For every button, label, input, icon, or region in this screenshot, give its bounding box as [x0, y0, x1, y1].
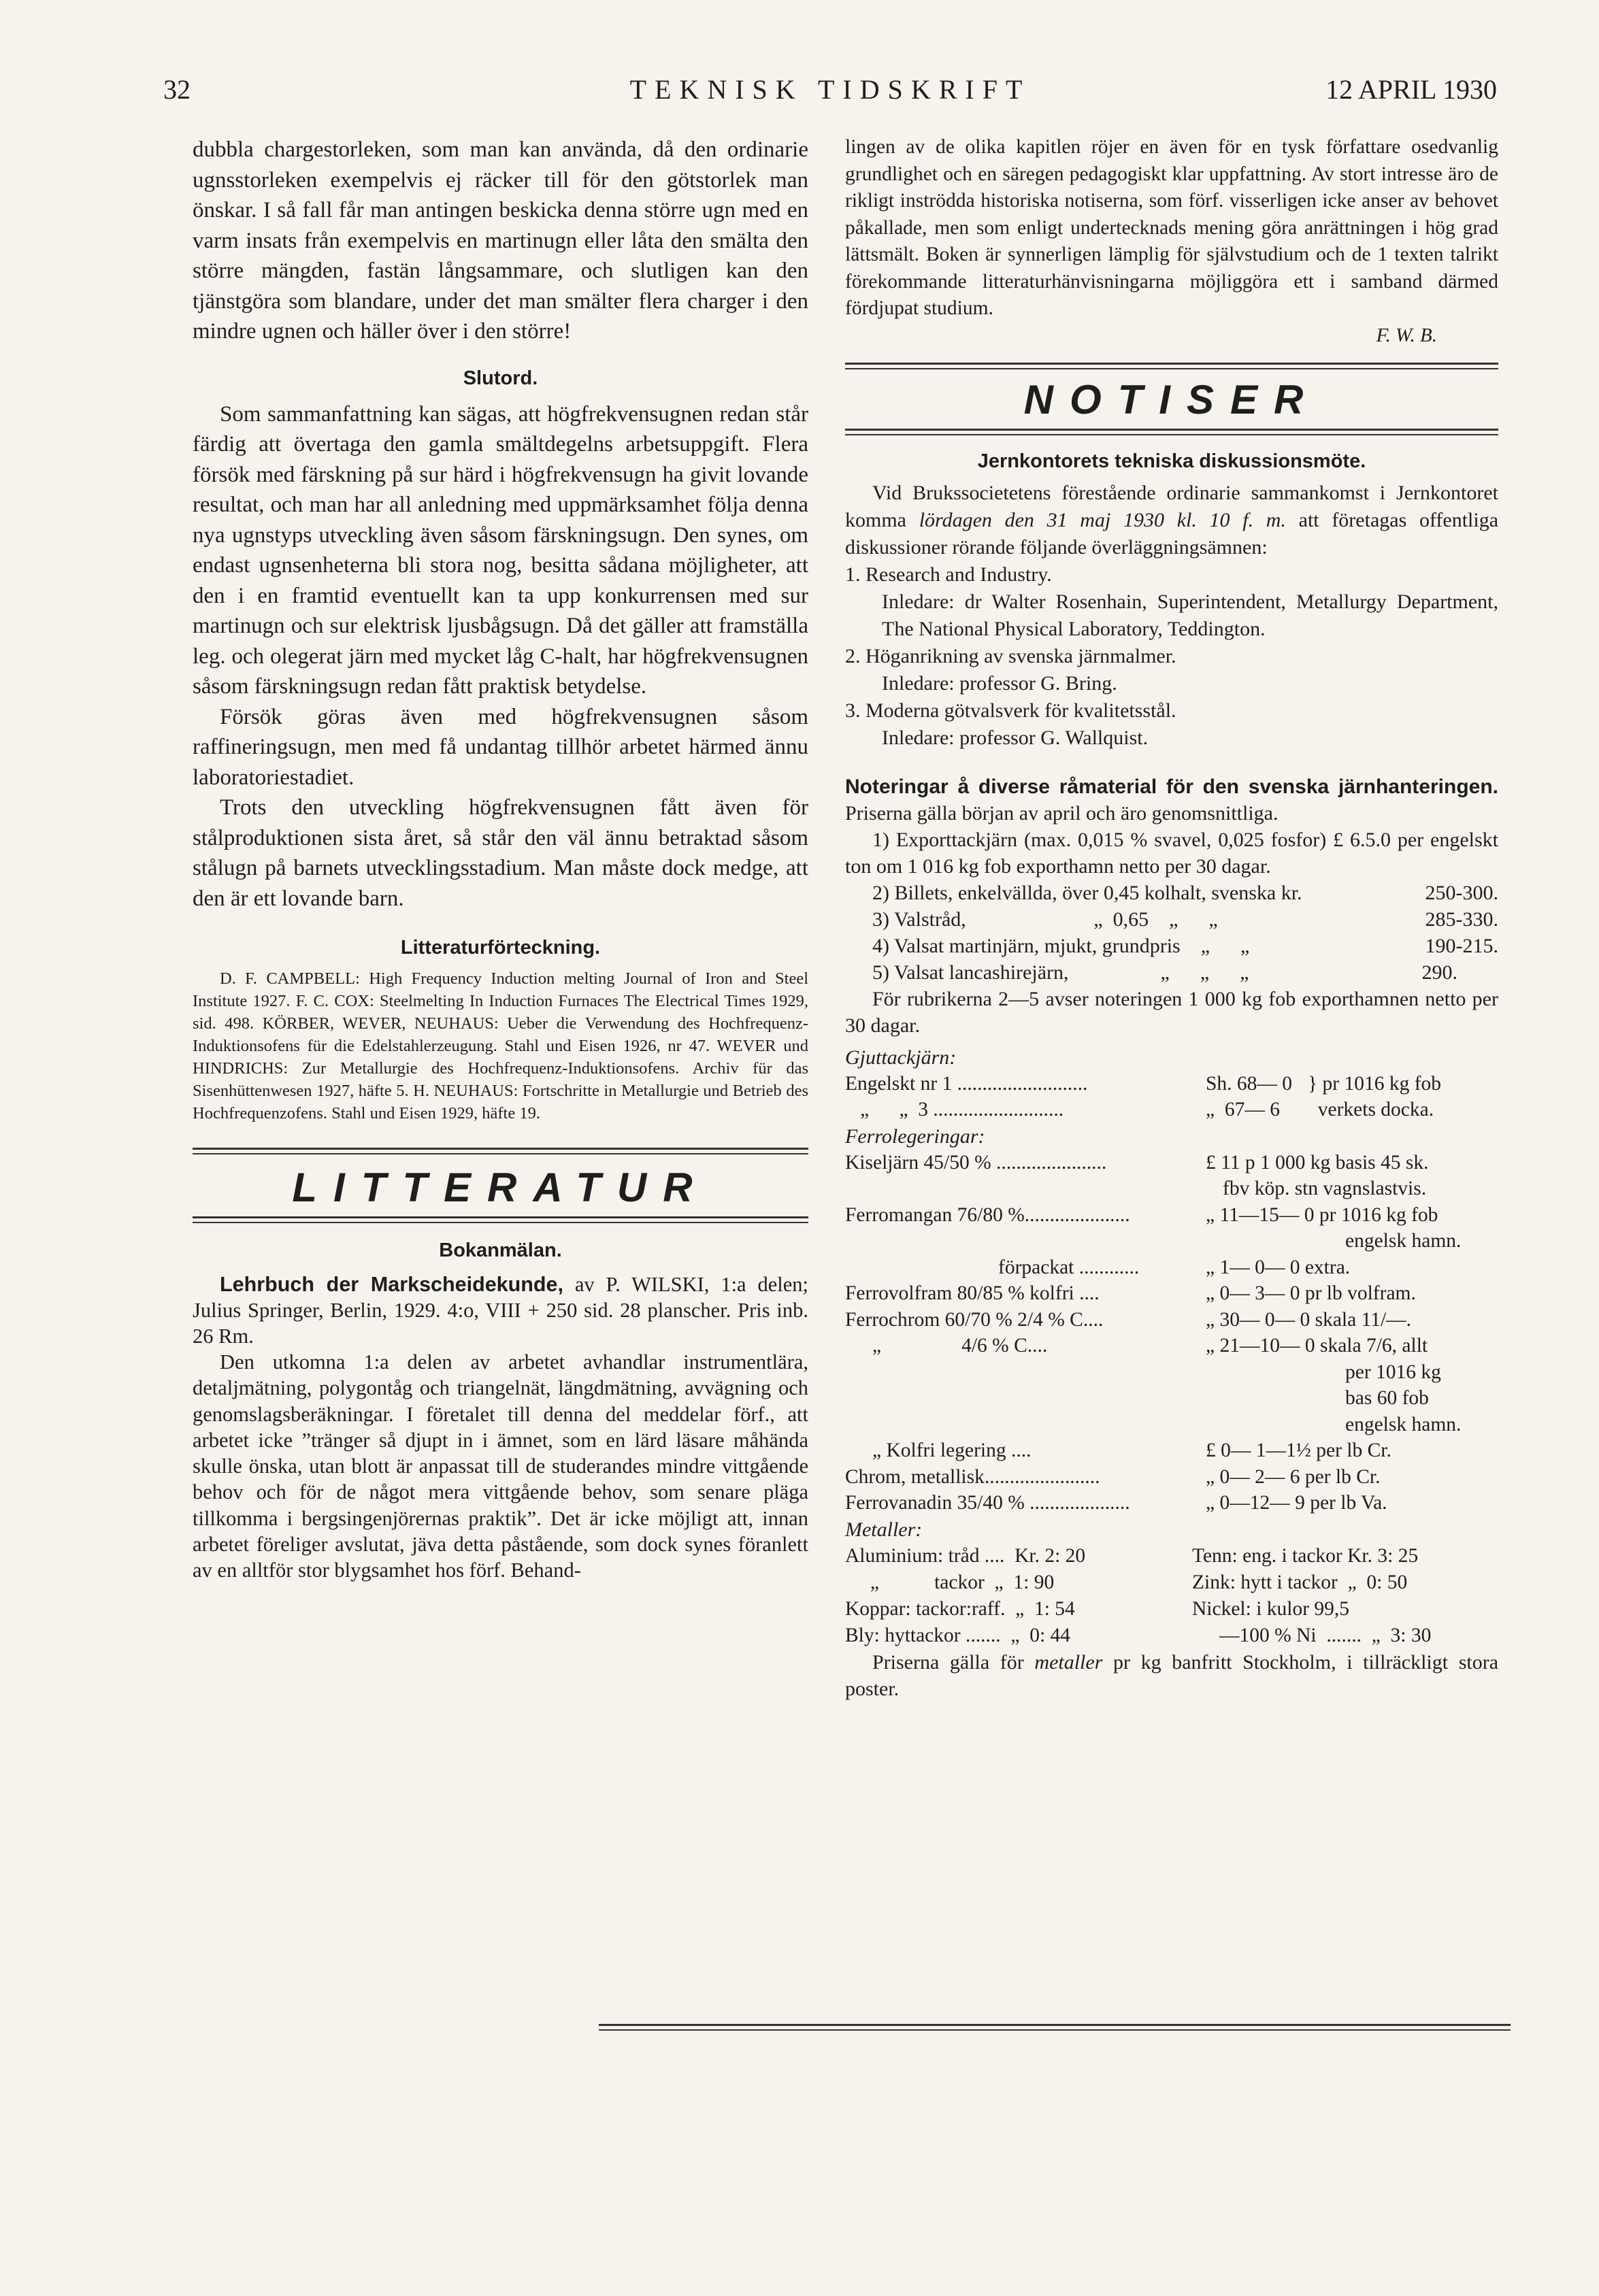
- row-value: „ 67— 6: [1206, 1099, 1280, 1120]
- price-item-label: 4) Valsat martinjärn, mjukt, grundpris „ „: [872, 934, 1250, 957]
- notice-intro-text: Vid Brukssocietetens förestående ordinarie sammankomst i Jernkontoret komma: [845, 481, 1498, 531]
- slutord-paragraph-2: Försök göras även med högfrekvensugnen såsom raffineringsugn, men med få undantag tillhör arbetet härmed ännu laboratoriestadiet.: [193, 704, 808, 790]
- category-ferrolegeringar: Ferrolegeringar:: [845, 1125, 985, 1148]
- row-label: Ferrovolfram 80/85 % kolfri ....: [845, 1282, 1100, 1304]
- price-notice-intro: [845, 773, 1498, 827]
- section-banner-notiser: NOTISER: [1023, 376, 1320, 422]
- price-item-5: [845, 959, 1498, 986]
- row-label: „ Kolfri legering ....: [872, 1440, 1032, 1461]
- reference-list: D. F. CAMPBELL: High Frequency Induction melting Journal of Iron and Steel Institute 1927. F. C. COX: Steelmelting In Induction Furnaces The Electrical Times 1929, sid. 498. KÖRBER, WEVER, NEUHAUS: Ueber die Verwendung des Hochfrequenz-Induktionsofens für die Edelstahlerzeugung. Stahl und Eisen 1926, nr 47. WEVER und HINDRICHS: Zur Metallurgie des Hochfrequenz-Induktionsofens. Archiv für das Sisenhüttenwesen 1927, häfte 5. H. NEUHAUS: Fortschritte in Metallurgie und Betrieb des Hochfrequenzofens. Stahl und Eisen 1929, häfte 19.: [193, 969, 808, 1122]
- notice-intro: [845, 480, 1498, 561]
- book-title: Lehrbuch der Markscheidekunde,: [220, 1273, 563, 1296]
- price-item-value: 190-215.: [1425, 934, 1498, 957]
- row-value: „ 21—10— 0 skala 7/6, allt: [1206, 1335, 1428, 1357]
- price-item-2: [845, 880, 1498, 906]
- price-row-cont: engelsk hamn.: [1345, 1413, 1462, 1435]
- rule-bottom: [845, 429, 1498, 435]
- price-item-value: 285-330.: [1425, 908, 1498, 931]
- notice-heading-jernkontoret: Jernkontorets tekniska diskussionsmöte.: [977, 450, 1366, 472]
- price-row-cont: engelsk hamn.: [1345, 1230, 1462, 1252]
- agenda-item-1-lead: Inledare: dr Walter Rosenhain, Superintendent, Metallurgy Department, The National Physical Laboratory, Teddington.: [882, 590, 1498, 640]
- metal-left: Bly: hyttackor ....... „ 0: 44: [845, 1624, 1071, 1646]
- agenda-item-2: 2. Höganrikning av svenska järnmalmer.: [845, 644, 1176, 667]
- metal-right: Zink: hytt i tackor „ 0: 50: [1192, 1571, 1408, 1593]
- section-heading-slutord: Slutord.: [463, 367, 538, 389]
- price-row: [845, 1097, 1498, 1123]
- book-citation: [193, 1271, 808, 1349]
- row-value: £ 0— 1—1½ per lb Cr.: [1206, 1440, 1391, 1461]
- page-end-rule: [599, 2024, 1511, 2031]
- price-notice-intro-text: Priserna gälla början av april och äro genomsnittliga.: [845, 801, 1279, 825]
- page-number: 32: [163, 74, 191, 105]
- price-item-label: 5) Valsat lancashirejärn, „ „ „: [872, 961, 1249, 984]
- intro-paragraph: dubbla chargestorleken, som man kan använda, då den ordinarie ugnsstorleken exempelvis ej räcker till för den götstorlek man önskar. I så fall får man antingen beskicka denna större ugn med en varm insats från exempelvis en martinugn eller låta den smälta den större mängden, fastän långsammare, och slutligen kan den tjänstgöra som blandare, under det man smälter flera charger i den mindre ugnen och häller över i den större!: [193, 137, 808, 344]
- category-metaller: Metaller:: [845, 1518, 923, 1541]
- category-gjuttackjarn: Gjuttackjärn:: [845, 1046, 957, 1069]
- row-value: „ 1— 0— 0 extra.: [1206, 1256, 1351, 1278]
- review-signature: F. W. B.: [1376, 324, 1437, 346]
- price-row: [845, 1490, 1498, 1516]
- agenda-item-2-lead: Inledare: professor G. Bring.: [882, 671, 1117, 695]
- rule-bottom: [193, 1216, 808, 1223]
- row-value: „ 30— 0— 0 skala 11/—.: [1206, 1308, 1412, 1331]
- price-item-1: 1) Exporttackjärn (max. 0,015 % svavel, 0,025 fosfor) £ 6.5.0 per engelskt ton om 1 016 kg fob exporthamn netto per 30 dagar.: [845, 828, 1498, 878]
- footnote-emphasis: metaller: [1034, 1650, 1103, 1674]
- row-label: Ferrochrom 60/70 % 2/4 % C....: [845, 1308, 1104, 1331]
- running-header: [163, 73, 1497, 114]
- row-terms: } pr 1016 kg fob: [1308, 1072, 1442, 1095]
- metal-right: Nickel: i kulor 99,5: [1192, 1597, 1350, 1620]
- agenda-item-1: 1. Research and Industry.: [845, 563, 1052, 586]
- price-item-4: [845, 933, 1498, 959]
- price-item-value: 290.: [1421, 961, 1457, 984]
- footnote-text: Priserna gälla för: [872, 1650, 1024, 1674]
- notice-intro-text-2: att företagas offentliga diskussioner rörande följande överläggningsämnen:: [845, 508, 1499, 559]
- metal-right: Tenn: eng. i tackor Kr. 3: 25: [1192, 1544, 1419, 1567]
- price-row: [845, 1280, 1498, 1307]
- row-value: Sh. 68— 0: [1206, 1072, 1293, 1095]
- notice-intro-date: lördagen den 31 maj 1930 kl. 10 f. m.: [919, 508, 1286, 531]
- price-row-cont: per 1016 kg: [1345, 1361, 1441, 1383]
- metal-right: —100 % Ni ....... „ 3: 30: [1219, 1624, 1432, 1646]
- metal-row: [845, 1623, 1498, 1649]
- book-review-body: Den utkomna 1:a delen av arbetet avhandlar instrumentlära, detaljmätning, polygontåg och triangelnät, längdmätning, avvägning och genomslagsberäkningar. I företalet till denna del meddelar förf., att arbetet icke ”tränger så djupt in i ämnet, som en lärd läsare måhända skulle önska, utan blott är anpassat till de studerandes mindre vittgående behov och för de något mera vittgående behov, som senare pläga tillkomma i bergsingenjörernas praktik”. Det är icke möjligt att, innan arbetet föreliger avslutat, jäva detta påstående, som dock synes föranlett av en alltför stor blygsamhet hos förf. Behand-: [193, 1350, 808, 1582]
- metal-left: Aluminium: tråd .... Kr. 2: 20: [845, 1544, 1086, 1567]
- metal-footnote: [845, 1649, 1498, 1702]
- price-row-cont: bas 60 fob: [1345, 1387, 1429, 1409]
- slutord-paragraph-1: Som sammanfattning kan sägas, att högfrekvensugnen redan står färdig att övertaga den gamla smältdegelns arbetsuppgift. Flera försök med färskning på sur härd i högfrekvensugn ha givit lovande resultat, och man har all anledning med uppmärksamhet följa denna nya ugnstyps utveckling även såsom färskningsugn. Den synes, om endast ugnsenheterna bli stora nog, besitta sådana möjligheter, att den i en framtid eventuellt kan ta upp konkurrensen med sur martinugn och sur elektrisk ljusbågsugn. Då det gäller att framställa leg. och olegerat järn med mycket låg C-halt, har högfrekvensugnen såsom färskningsugn redan fått praktisk betydelse.: [193, 401, 808, 699]
- row-value: „ 11—15— 0 pr 1016 kg fob: [1206, 1203, 1438, 1226]
- row-value: „ 0— 3— 0 pr lb volfram.: [1206, 1282, 1416, 1304]
- section-heading-bokanmalan: Bokanmälan.: [439, 1239, 562, 1261]
- price-row: [845, 1464, 1498, 1491]
- section-heading-references: Litteraturförteckning.: [400, 937, 601, 959]
- row-label: förpackat ............: [998, 1256, 1140, 1278]
- row-terms: verkets docka.: [1308, 1099, 1434, 1120]
- price-row: [845, 1150, 1498, 1176]
- row-label: „ „ 3 ..........................: [845, 1099, 1064, 1120]
- price-row-cont: fbv köp. stn vagnslastvis.: [1223, 1178, 1427, 1199]
- agenda-item-3: 3. Moderna götvalsverk för kvalitetsstål.: [845, 699, 1176, 722]
- rule-top: [193, 1148, 808, 1154]
- price-notice-heading: Noteringar å diverse råmaterial för den svenska järnhanteringen.: [845, 775, 1498, 798]
- price-row: [845, 1254, 1498, 1281]
- row-value: „ 0—12— 9 per lb Va.: [1206, 1492, 1387, 1514]
- row-label: „ 4/6 % C....: [872, 1335, 1048, 1357]
- metal-left: Koppar: tackor:raff. „ 1: 54: [845, 1597, 1075, 1620]
- row-value: £ 11 p 1 000 kg basis 45 sk.: [1206, 1151, 1429, 1174]
- row-label: Chrom, metallisk.......................: [845, 1465, 1100, 1488]
- metal-left: „ tackor „ 1: 90: [845, 1571, 1055, 1593]
- row-value: „ 0— 2— 6 per lb Cr.: [1206, 1465, 1381, 1488]
- metal-row: [845, 1569, 1498, 1596]
- row-label: Engelskt nr 1 ..........................: [845, 1072, 1088, 1095]
- rule-top: [845, 363, 1498, 369]
- price-item-label: 3) Valstråd, „ 0,65 „ „: [872, 908, 1218, 931]
- footnote-text-2: pr kg banfritt Stockholm, i tillräckligt stora poster.: [845, 1650, 1499, 1700]
- price-row: [845, 1333, 1498, 1359]
- journal-title: TEKNISK TIDSKRIFT: [629, 74, 1031, 105]
- price-item-label: 2) Billets, enkelvällda, över 0,45 kolhalt, svenska kr.: [872, 881, 1302, 904]
- section-banner-litteratur: LITTERATUR: [292, 1165, 709, 1210]
- price-row: [845, 1071, 1498, 1097]
- slutord-paragraph-3: Trots den utveckling högfrekvensugnen fått även för stålproduktionen sista året, så står den väl ännu betraktad såsom stålugn på barnets utvecklingsstadium. Man måste dock medge, att den är ett lovande barn.: [193, 795, 808, 911]
- price-row: [845, 1202, 1498, 1229]
- row-label: Ferromangan 76/80 %.....................: [845, 1203, 1130, 1226]
- review-continuation: lingen av de olika kapitlen röjer en även för en tysk författare osedvanlig grundlighet och en säregen pedagogiskt klar uppfattning. Av stort intresse äro de rikligt inströdda historiska notiserna, som förf. visserligen icke anser av behovet påkallade, men som enligt undertecknads mening göra anrättningen i hög grad lättsmält. Boken är synnerligen lämplig för självstudium och de 1 texten talrikt förekommande litteraturhänvisningarna möjliggöra ett i samband därmed fördjupat studium.: [845, 136, 1498, 319]
- issue-date: 12 APRIL 1930: [1325, 74, 1497, 105]
- metal-row: [845, 1543, 1498, 1569]
- row-label: Kiseljärn 45/50 % ......................: [845, 1151, 1107, 1174]
- price-item-3: [845, 906, 1498, 933]
- right-column: [845, 133, 1498, 1702]
- price-row: [845, 1307, 1498, 1333]
- price-row: [845, 1437, 1498, 1464]
- metal-row: [845, 1596, 1498, 1623]
- row-label: Ferrovanadin 35/40 % ....................: [845, 1492, 1130, 1514]
- price-footnote: För rubrikerna 2—5 avser noteringen 1 000 kg fob exporthamnen netto per 30 dagar.: [845, 987, 1498, 1037]
- agenda-item-3-lead: Inledare: professor G. Wallquist.: [882, 726, 1149, 749]
- left-column: [193, 133, 808, 1584]
- price-item-value: 250-300.: [1425, 881, 1498, 904]
- book-meta: av P. WILSKI, 1:a delen; Julius Springer, Berlin, 1929. 4:o, VIII + 250 sid. 28 planscher. Pris inb. 26 Rm.: [193, 1273, 808, 1348]
